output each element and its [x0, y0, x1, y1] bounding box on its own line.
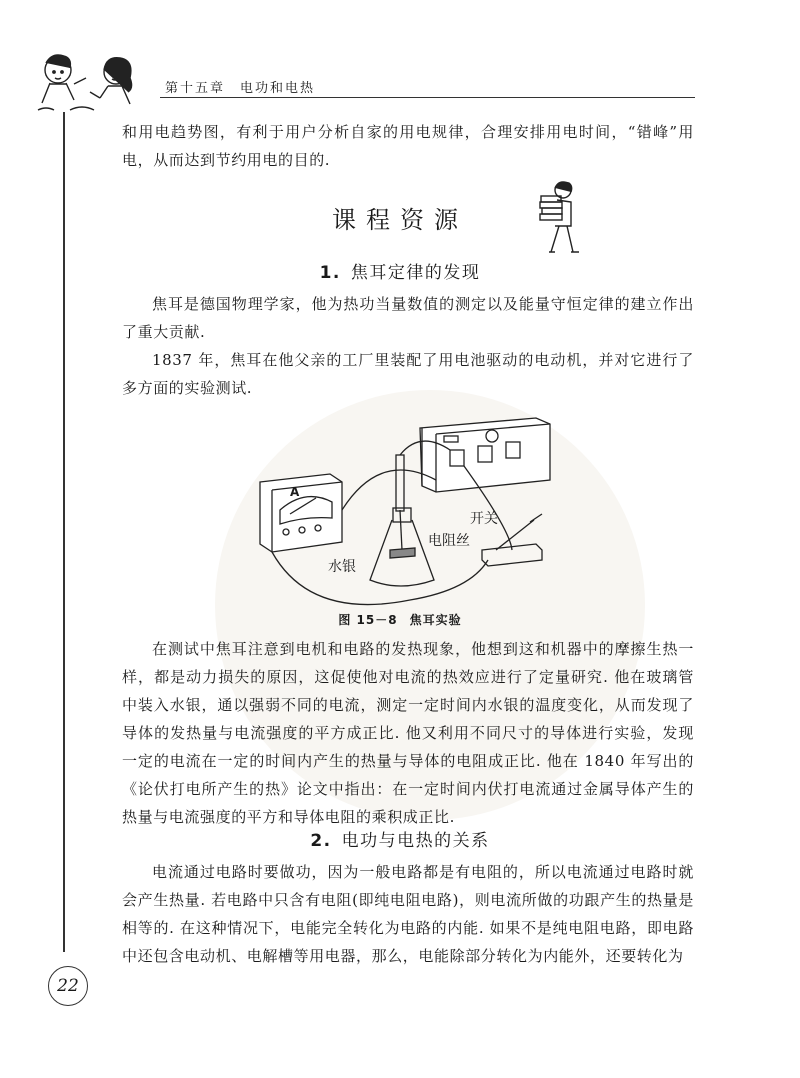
subsection-1-title: 1. 焦耳定律的发现 [319, 263, 481, 283]
paragraph-joule-research: 在测试中焦耳注意到电机和电路的发热现象，他想到这和机器中的摩擦生热一样，都是动力损失的原因，这促使他对电流的热效应进行了定量研究. 他在玻璃管中装入水银，通以强弱不同的电流，测定一定时间内水银的温度变化，从而发现了导体的发热量与电流强度的平方成正比. 他又利用不同尺寸的导体进行实验，发现一定的电流在一定的时间内产生的热量与导体的电阻成正比. 他在 1840 年写出的《论伏打电所产生的热》论文中指出：在一定时间内伏打电流通过金属导体产生的热量与电流强度的平方和导体电阻的乘积成正比. [122, 640, 694, 826]
header-rule [160, 97, 695, 98]
paragraph-joule-intro: 焦耳是德国物理学家，他为热功当量数值的测定以及能量守恒定律的建立作出了重大贡献. [122, 295, 694, 341]
mercury-label: 水银 [328, 559, 356, 575]
children-header-illustration [30, 48, 160, 118]
ammeter-label: A [290, 485, 300, 499]
page-number: 22 [48, 966, 88, 1006]
subsection-2-title: 2. 电功与电热的关系 [310, 831, 490, 851]
joule-experiment-figure [250, 410, 560, 610]
paragraph-work-heat-relation: 电流通过电路时要做功，因为一般电路都是有电阻的，所以电流通过电路时就会产生热量. 若电路中只含有电阻(即纯电阻电路)，则电流所做的功跟产生的热量是相等的. 在这种情况下，电能完全转化为电路的内能. 如果不是纯电阻电路，即电路中还包含电动机、电解槽等用电器，那么，电能除部分转化为内能外，还要转化为 [122, 863, 694, 965]
chapter-header: 第十五章 电功和电热 [165, 81, 316, 96]
intro-paragraph: 和用电趋势图，有利于用户分析自家的用电规律，合理安排用电时间，“错峰”用电，从而达到节约用电的目的. [122, 123, 694, 169]
section-title: 课程资源 [332, 206, 468, 234]
boy-carrying-books-illustration [527, 178, 587, 258]
switch-label: 开关 [470, 511, 498, 527]
resistance-wire-label: 电阻丝 [428, 533, 470, 549]
paragraph-1837-motor: 1837 年，焦耳在他父亲的工厂里装配了用电池驱动的电动机，并对它进行了多方面的实验测试. [122, 351, 694, 397]
figure-caption: 图 15－8 焦耳实验 [338, 613, 462, 627]
